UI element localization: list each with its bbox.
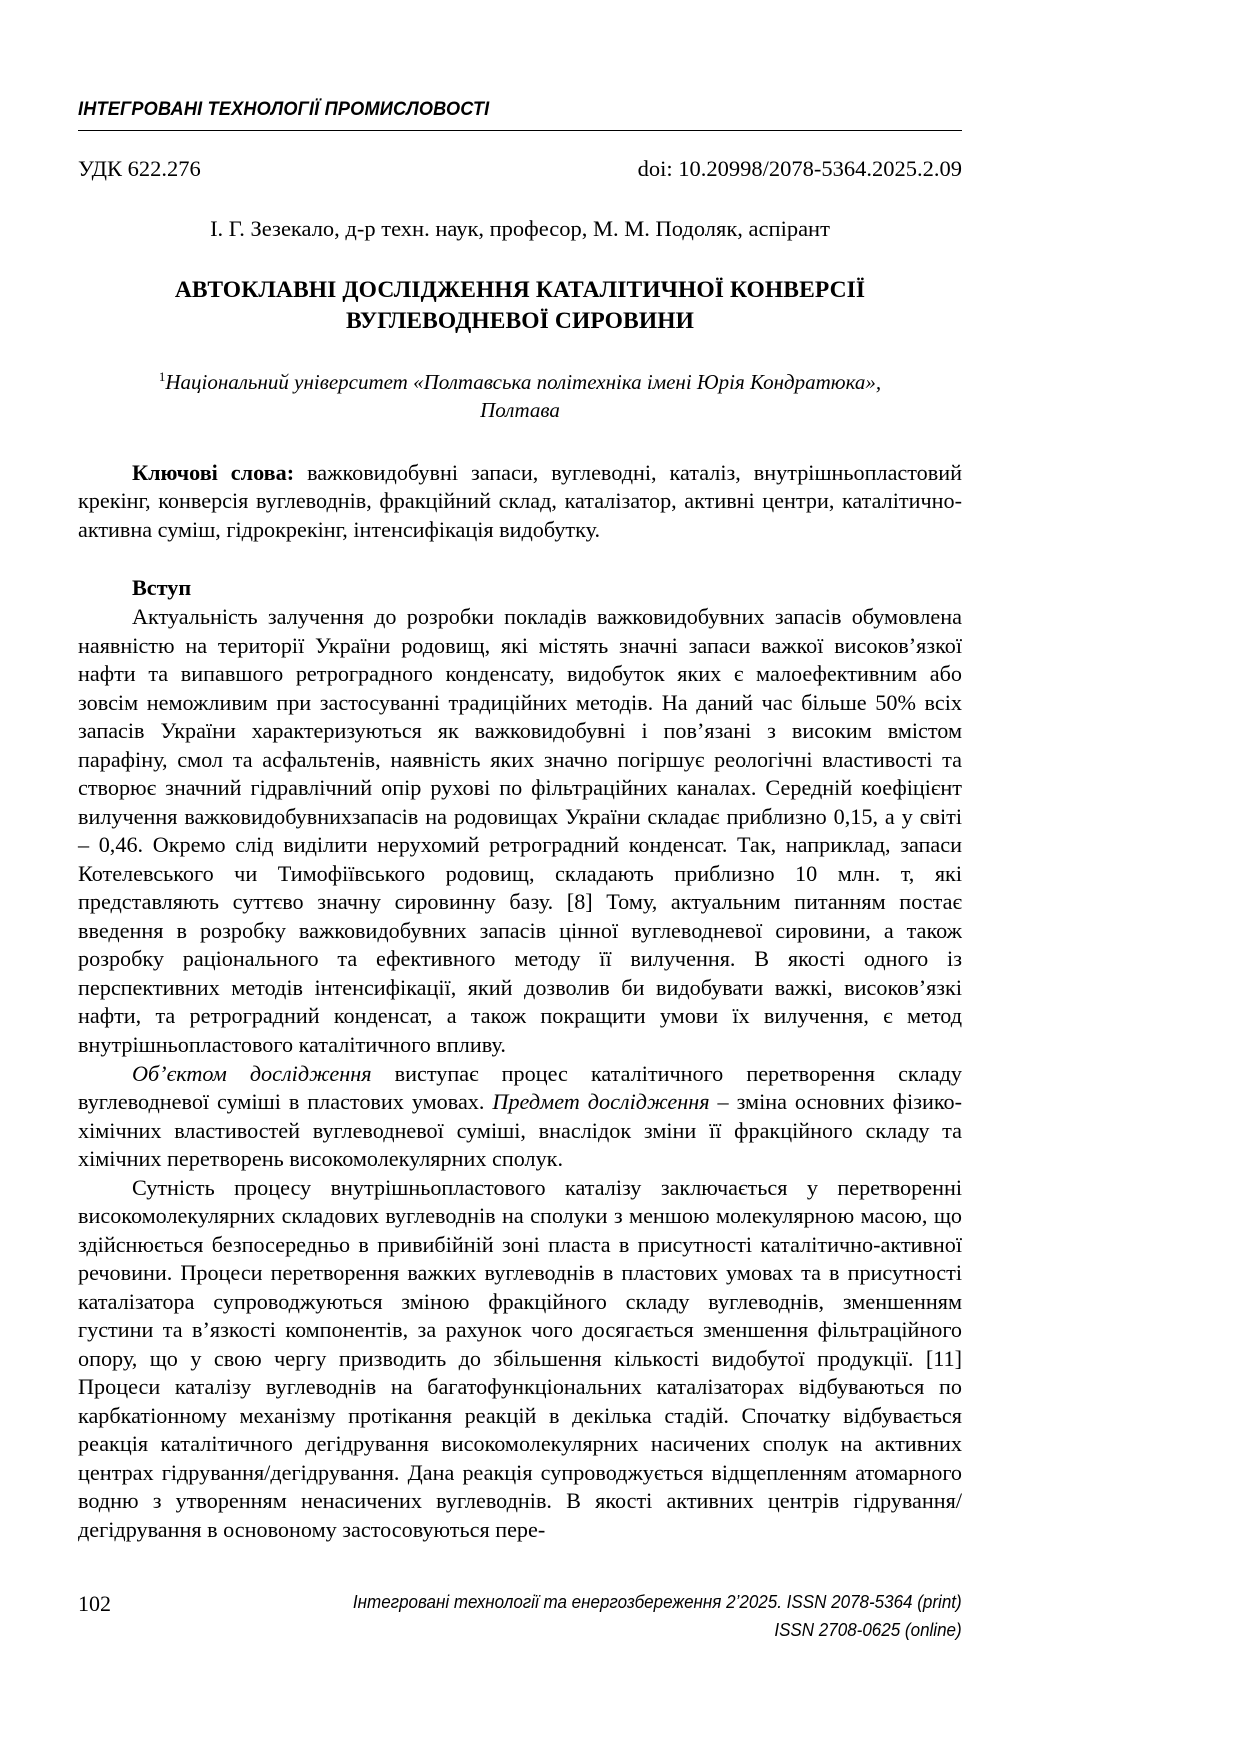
body-paragraph-2-text-a: виступає процес каталітичного перетворення складу вуглеводневої суміші в пластових умовах. <box>78 1060 962 1115</box>
page-footer <box>78 1588 962 1644</box>
affiliation-line-1 <box>78 368 962 396</box>
author-line: І. Г. Зезекало, д-р техн. наук, професор, М. М. Подоляк, аспірант <box>210 216 830 241</box>
affiliation-line-2: Полтава <box>480 398 560 423</box>
object-of-study-term: Об’єктом дослідження <box>132 1060 372 1086</box>
body-paragraph-1 <box>78 603 962 1059</box>
page-title <box>78 275 962 337</box>
section-heading-intro: Вступ <box>132 575 192 601</box>
page-content <box>78 0 962 1544</box>
body-paragraph-1-text: Актуальність залучення до розробки покладів важковидобувних запасів обумовлена наявністю на території України родовищ, які містять значні запаси важкої високов’язкої нафти та випавшого ретроградного конденсату, видобуток яких є малоефективним або зовсім неможливим при застосуванні традиційних методів. На даний час більше 50% всіх запасів України характеризуються як важковидобувні і пов’язані з високим вмістом парафіну, смол та асфальтенів, наявність яких значно погіршує реологічні властивості та створює значний гідравлічний опір рухові по фільтраційних каналах. Середній коефіцієнт вилучення важковидобувнихзапасів на родовищах України складає приблизно 0,15, а у світі – 0,46. Окремо слід виділити нерухомий ретроградний конденсат. Так, наприклад, запаси Котелевського чи Тимофіївського родовищ, складають приблизно 10 млн. т, які представляють суттєво значну сировинну базу. [8] Тому, актуальним питанням постає введення в розробку важковидобувних запасів цінної вуглеводневої сировини, а також розробку раціонального та ефективного методу її вилучення. В якості одного із перспективних методів інтенсифікації, який дозволив би видобувати важкі, високов’язкі нафти, та ретроградний конденсат, а також покращити умови їх вилучення, є метод внутрішньопластового каталітичного впливу. <box>78 604 962 1057</box>
body-paragraph-3 <box>78 1174 962 1545</box>
footer-journal-info <box>353 1588 962 1644</box>
body-paragraph-2 <box>78 1060 962 1174</box>
header-rule-divider <box>78 130 962 131</box>
identifier-row <box>78 156 962 182</box>
body-paragraph-2-text-b: – зміна основних фізико-хімічних властивостей вуглеводневої суміші, внаслідок зміни її фракційного складу та хімічних перетворень високомолекулярних сполук. <box>78 1089 962 1172</box>
subject-of-study-term: Предмет дослідження <box>492 1089 710 1115</box>
footer-journal-line-1: Інтегровані технології та енергозбереження 2’2025. ISSN 2078-5364 (print) <box>353 1591 962 1612</box>
keywords-text: важковидобувні запаси, вуглеводні, каталіз, внутрішньопластовий крекінг, конверсія вуглеводнів, фракційний склад, каталізатор, активні центри, каталітично-активна суміш, гідрокрекінг, інтенсифікація видобутку. <box>78 459 962 542</box>
udc-code: УДК 622.276 <box>78 156 201 181</box>
running-header: ІНТЕГРОВАНІ ТЕХНОЛОГІЇ ПРОМИСЛОВОСТІ <box>78 98 490 120</box>
doi-link[interactable]: doi: 10.20998/2078-5364.2025.2.09 <box>637 156 962 181</box>
title-line-1: АВТОКЛАВНІ ДОСЛІДЖЕННЯ КАТАЛІТИЧНОЇ КОНВЕРСІЇ <box>174 277 866 303</box>
body-paragraph-3-text: Сутність процесу внутрішньопластового каталізу заключається у перетворенні високомолекулярних складових вуглеводнів на сполуки з меншою молекулярною масою, що здійснюється безпосередньо в привибійній зоні пласта в присутності каталітично-активної речовини. Процеси перетворення важких вуглеводнів в пластових умовах та в присутності каталізатора супроводжуються зміною фракційного складу вуглеводнів, зменшенням густини та в’язкості компонентів, за рахунок чого досягається зменшення фільтраційного опору, що у свою чергу призводить до збільшення кількості видобутої продукції. [11] Процеси каталізу вуглеводнів на багатофункціональних каталізаторах відбуваються по карбкатіонному механізму протікання реакцій в декілька стадій. Спочатку відбувається реакція каталітичного дегідрування високомолекулярних насичених сполук на активних центрах гідрування/дегідрування. Дана реакція супроводжується відщепленням атомарного водню з утворенням ненасичених вуглеводнів. В якості активних центрів гідрування/дегідрування в основоному застосовуються пере- <box>78 1174 962 1542</box>
footer-journal-line-2: ISSN 2708-0625 (online) <box>774 1618 962 1640</box>
page-number: 102 <box>78 1591 111 1616</box>
keywords-paragraph <box>78 459 962 545</box>
affiliation <box>78 368 962 425</box>
affiliation-marker: 1 <box>158 369 166 385</box>
keywords-label: Ключові слова: <box>132 459 295 485</box>
title-line-2: ВУГЛЕВОДНЕВОЇ СИРОВИНИ <box>346 308 694 335</box>
affiliation-text-1: Національний університет «Полтавська політехніка імені Юрія Кондратюка», <box>165 370 882 395</box>
